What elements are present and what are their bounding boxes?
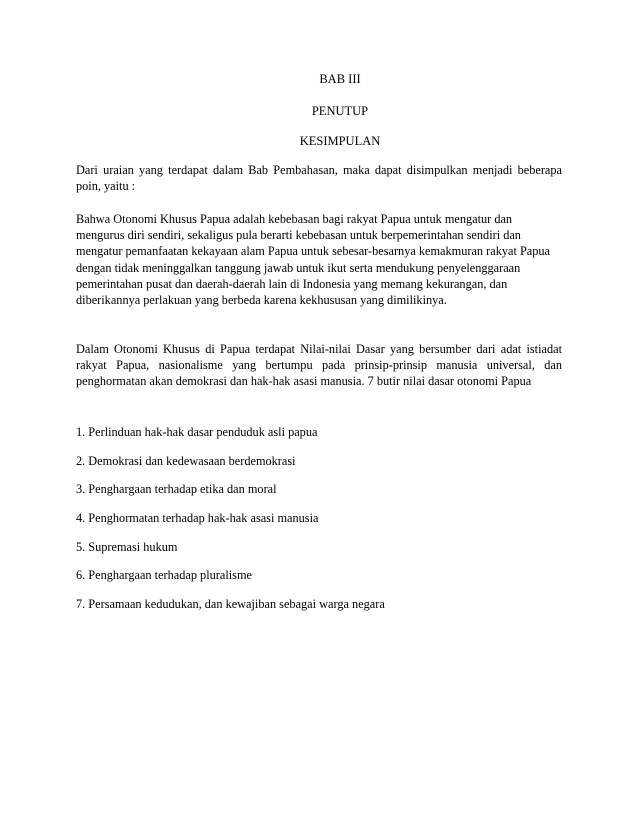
chapter-title: PENUTUP: [311, 104, 369, 118]
list-item: 5. Supremasi hukum: [76, 540, 178, 554]
paragraph-line: diberikannya perlakuan yang berbeda karena kekhususan yang dimilikinya.: [76, 293, 447, 308]
chapter-heading: BAB III: [319, 72, 361, 86]
paragraph-line: mengurus diri sendiri, sekaligus pula berarti kebebasan untuk berpemerintahan sendiri dan: [76, 228, 521, 243]
paragraph-line: Bahwa Otonomi Khusus Papua adalah kebebasan bagi rakyat Papua untuk mengatur dan: [76, 212, 513, 226]
list-item: 3. Penghargaan terhadap etika dan moral: [76, 482, 277, 496]
list-item: 4. Penghormatan terhadap hak-hak asasi manusia: [76, 511, 319, 525]
list-item: 6. Penghargaan terhadap pluralisme: [76, 568, 252, 582]
intro-paragraph: Dari uraian yang terdapat dalam Bab Pembahasan, maka dapat disimpulkan menjadi beberapa poin, yaitu :: [76, 163, 562, 194]
nilai-dasar-paragraph: Dalam Otonomi Khusus di Papua terdapat Nilai-nilai Dasar yang bersumber dari adat istiadat rakyat Papua, nasionalisme yang bertumpu pada prinsip-prinsip manusia universal, dan penghormatan akan demokrasi dan hak-hak asasi manusia. 7 butir nilai dasar otonomi Papua: [76, 342, 562, 389]
list-item: 1. Perlinduan hak-hak dasar penduduk asli papua: [76, 425, 318, 439]
section-title: KESIMPULAN: [299, 134, 381, 148]
list-item: 7. Persamaan kedudukan, dan kewajiban sebagai warga negara: [76, 597, 385, 611]
list-item: 2. Demokrasi dan kedewasaan berdemokrasi: [76, 454, 296, 468]
otonomi-definition-paragraph: [76, 211, 562, 308]
paragraph-line: dengan tidak meninggalkan tanggung jawab untuk ikut serta mendukung penyelenggaraan: [76, 260, 521, 275]
paragraph-line: pemerintahan pusat dan daerah-daerah lain di Indonesia yang memang kekurangan, dan: [76, 276, 508, 291]
paragraph-line: mengatur pemanfaatan kekayaan alam Papua untuk sebesar-besarnya kemakmuran rakyat Papua: [76, 244, 551, 259]
